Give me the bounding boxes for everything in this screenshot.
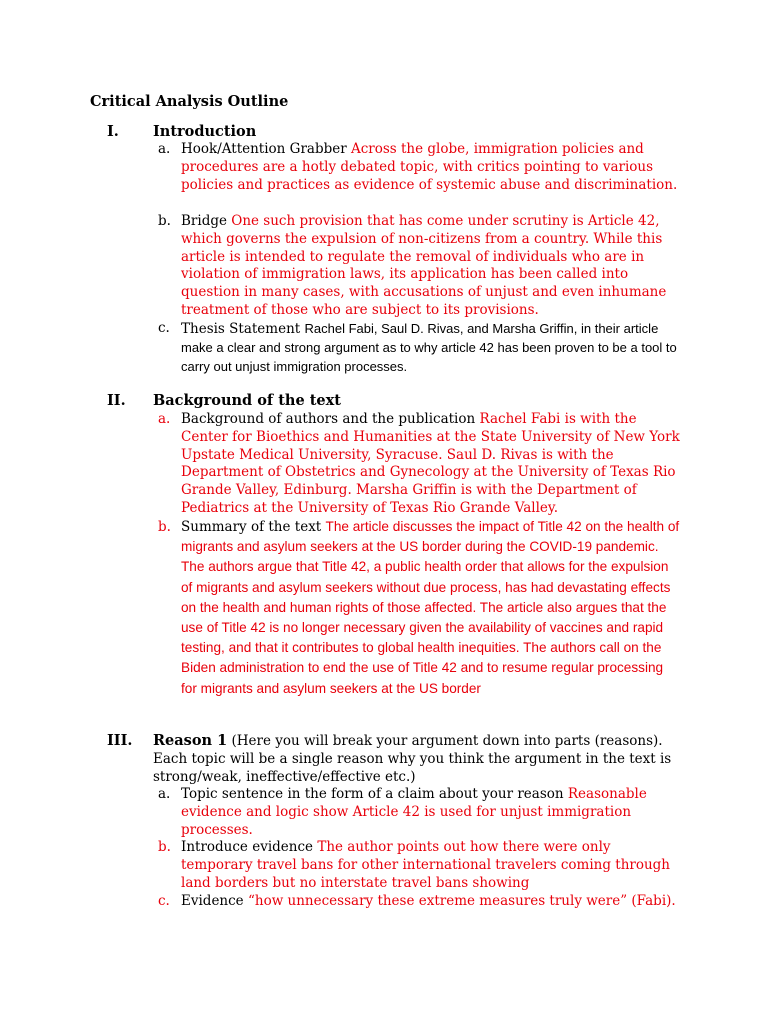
intro-thesis-label: Thesis Statement — [181, 321, 305, 337]
reason1-intro-evidence-text: The author points out how there were only temporary travel bans for other international travelers coming through land borders but no interstate travel bans showing — [181, 839, 670, 891]
reason1-evidence-text: “how unnecessary these extreme measures truly were” (Fabi). — [247, 893, 676, 909]
intro-thesis-item — [181, 320, 681, 376]
section-numeral-2: II. — [107, 392, 126, 409]
reason1-c-letter: c. — [158, 893, 170, 909]
reason1-evidence-item — [181, 893, 681, 911]
reason1-intro-evidence-item — [181, 839, 681, 892]
intro-bridge-label: Bridge — [181, 213, 232, 229]
reason1-topic-label: Topic sentence in the form of a claim about your reason — [181, 786, 568, 802]
background-authors-item — [181, 411, 681, 518]
section-numeral-3: III. — [107, 732, 133, 749]
background-authors-label: Background of authors and the publication — [181, 411, 480, 427]
section-heading-reason-1: Reason 1 — [153, 732, 228, 749]
intro-bridge-item — [181, 213, 681, 320]
reason1-b-letter: b. — [158, 839, 171, 855]
background-summary-text: The article discusses the impact of Title 42 on the health of migrants and asylum seekers at the US border during the COVID-19 pandemic. The authors argue that Title 42, a public health order that allows for the expulsion of migrants and asylum seekers without due process, has had devastating effects on the health and human rights of those affected. The article also argues that the use of Title 42 is no longer necessary given the availability of vaccines and rapid testing, and that it contributes to global health inequities. The authors call on the Biden administration to end the use of Title 42 and to resume regular processing for migrants and asylum seekers at the US border — [181, 519, 680, 696]
background-a-letter: a. — [158, 411, 171, 427]
intro-thesis-text: Rachel Fabi, Saul D. Rivas, and Marsha Griffin, in their article make a clear and strong argument as to why article 42 has been proven to be a tool to carry out unjust immigration processes. — [181, 321, 677, 374]
reason1-topic-item — [181, 786, 681, 839]
intro-c-letter: c. — [158, 320, 170, 336]
intro-hook-item — [181, 141, 681, 194]
section-heading-introduction: Introduction — [153, 123, 257, 140]
section-heading-background: Background of the text — [153, 392, 341, 409]
intro-b-letter: b. — [158, 213, 171, 229]
intro-bridge-text: One such provision that has come under scrutiny is Article 42, which governs the expulsion of non-citizens from a country. While this article is intended to regulate the removal of individuals who are in violation of immigration laws, its application has been called into question in many cases, with accusations of unjust and even inhumane treatment of those who are subject to its provisions. — [181, 213, 667, 318]
reason1-a-letter: a. — [158, 786, 171, 802]
background-summary-label: Summary of the text — [181, 519, 326, 535]
background-summary-item — [181, 517, 681, 699]
intro-hook-label: Hook/Attention Grabber — [181, 141, 351, 157]
section-numeral-1: I. — [107, 123, 119, 140]
section-reason-1-note: (Here you will break your argument down into parts (reasons). Each topic will be a single reason why you think the argument in the text is strong/weak, ineffective/effective etc.) — [153, 733, 672, 785]
reason1-topic-text: Reasonable evidence and logic show Article 42 is used for unjust immigration processes. — [181, 786, 647, 838]
intro-a-letter: a. — [158, 141, 171, 157]
page-title: Critical Analysis Outline — [90, 93, 289, 110]
reason1-intro-evidence-label: Introduce evidence — [181, 839, 318, 855]
background-authors-text: Rachel Fabi is with the Center for Bioethics and Humanities at the State University of New York Upstate Medical University, Syracuse. Saul D. Rivas is with the Department of Obstetrics and Gynecology at the University of Texas Rio Grande Valley, Edinburg. Marsha Griffin is with the Department of Pediatrics at the University of Texas Rio Grande Valley. — [181, 411, 680, 516]
background-b-letter: b. — [158, 519, 171, 535]
reason1-evidence-label: Evidence — [181, 893, 248, 909]
intro-hook-text: Across the globe, immigration policies and procedures are a hotly debated topic, with critics pointing to various policies and practices as evidence of systemic abuse and discrimination. — [181, 141, 678, 193]
section-reason-1-intro — [153, 732, 683, 786]
